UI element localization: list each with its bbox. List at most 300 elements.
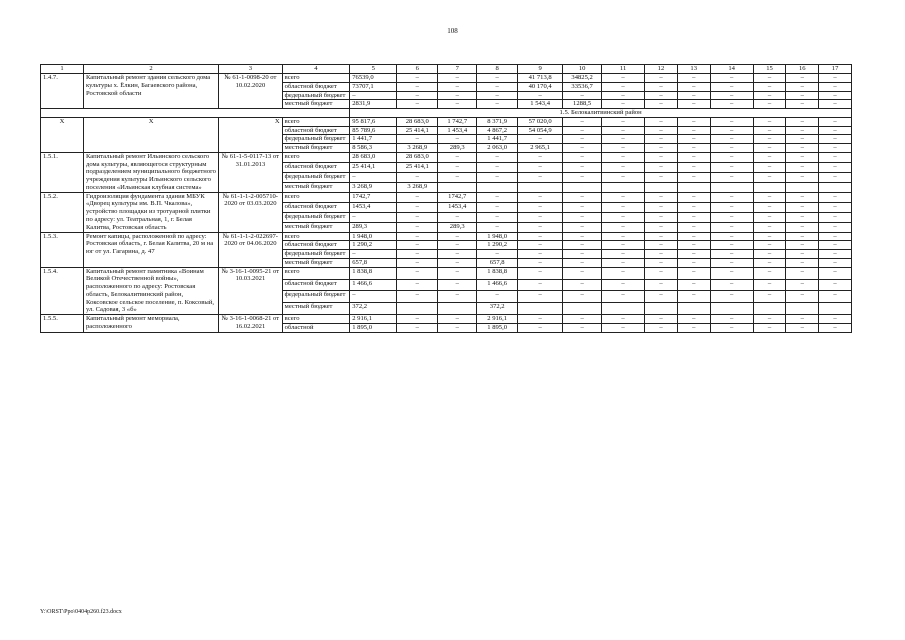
- value-cell: 54 054,9: [518, 126, 563, 135]
- value-cell: –: [602, 250, 645, 259]
- value-cell: –: [753, 258, 786, 267]
- value-cell: –: [438, 315, 477, 324]
- value-cell: –: [677, 212, 710, 222]
- value-cell: –: [753, 241, 786, 250]
- value-cell: –: [563, 267, 602, 279]
- value-cell: –: [397, 202, 438, 212]
- column-number-cell: 8: [477, 65, 518, 74]
- funding-source: местный бюджет: [282, 100, 350, 109]
- value-cell: –: [677, 192, 710, 202]
- value-cell: –: [819, 135, 852, 144]
- value-cell: –: [753, 135, 786, 144]
- value-cell: –: [753, 100, 786, 109]
- column-number-cell: 1: [41, 65, 84, 74]
- value-cell: –: [645, 192, 678, 202]
- value-cell: 85 789,6: [350, 126, 397, 135]
- item-name: Капитальный ремонт Ильинского сельского дома культуры, являющегося структурным подразделением муниципального бюджетного учреждения культуры Ильинского сельского поселения «Ильинская клубная система»: [84, 152, 219, 192]
- value-cell: –: [477, 192, 518, 202]
- value-cell: 33536,7: [563, 82, 602, 91]
- value-cell: –: [710, 258, 753, 267]
- value-cell: 1453,4: [350, 202, 397, 212]
- value-cell: –: [677, 232, 710, 241]
- value-cell: –: [677, 162, 710, 172]
- value-cell: –: [397, 315, 438, 324]
- value-cell: –: [602, 192, 645, 202]
- value-cell: –: [438, 82, 477, 91]
- value-cell: –: [438, 279, 477, 291]
- value-cell: 76539,0: [350, 74, 397, 83]
- value-cell: 1 895,0: [477, 323, 518, 332]
- value-cell: 1 948,0: [477, 232, 518, 241]
- value-cell: 25 414,1: [397, 126, 438, 135]
- value-cell: –: [786, 172, 819, 182]
- value-cell: –: [677, 315, 710, 324]
- value-cell: –: [438, 212, 477, 222]
- value-cell: –: [438, 152, 477, 162]
- value-cell: –: [786, 117, 819, 126]
- column-number-cell: 16: [786, 65, 819, 74]
- value-cell: –: [677, 117, 710, 126]
- funding-source: всего: [282, 315, 350, 324]
- value-cell: –: [819, 222, 852, 232]
- value-cell: –: [518, 222, 563, 232]
- value-cell: –: [477, 74, 518, 83]
- value-cell: –: [786, 323, 819, 332]
- value-cell: –: [753, 74, 786, 83]
- value-cell: –: [602, 232, 645, 241]
- value-cell: [477, 182, 518, 192]
- value-cell: –: [786, 192, 819, 202]
- value-cell: –: [563, 172, 602, 182]
- value-cell: [438, 182, 477, 192]
- value-cell: [397, 303, 438, 315]
- value-cell: –: [753, 82, 786, 91]
- value-cell: –: [819, 267, 852, 279]
- funding-source: федеральный бюджет: [282, 135, 350, 144]
- value-cell: –: [819, 212, 852, 222]
- funding-source: местный бюджет: [282, 222, 350, 232]
- table-row: [41, 192, 852, 202]
- value-cell: 28 683,0: [397, 152, 438, 162]
- column-number-cell: 9: [518, 65, 563, 74]
- value-cell: –: [753, 192, 786, 202]
- value-cell: –: [645, 135, 678, 144]
- value-cell: –: [518, 258, 563, 267]
- value-cell: –: [786, 222, 819, 232]
- value-cell: 95 817,6: [350, 117, 397, 126]
- value-cell: –: [438, 135, 477, 144]
- value-cell: 2 916,1: [477, 315, 518, 324]
- value-cell: [518, 182, 563, 192]
- value-cell: –: [819, 74, 852, 83]
- value-cell: –: [819, 82, 852, 91]
- value-cell: [645, 303, 678, 315]
- value-cell: –: [753, 315, 786, 324]
- column-number-cell: 3: [219, 65, 282, 74]
- value-cell: 1 466,6: [350, 279, 397, 291]
- value-cell: 1 441,7: [477, 135, 518, 144]
- value-cell: –: [438, 74, 477, 83]
- value-cell: –: [563, 126, 602, 135]
- value-cell: –: [786, 267, 819, 279]
- value-cell: –: [518, 323, 563, 332]
- value-cell: –: [677, 202, 710, 212]
- value-cell: 2831,9: [350, 100, 397, 109]
- value-cell: –: [753, 152, 786, 162]
- table-row: [41, 152, 852, 162]
- item-name: Капитальный ремонт здания сельского дома культуры х. Ёлкин, Багаевского района, Ростовской области: [84, 74, 219, 109]
- value-cell: –: [819, 100, 852, 109]
- value-cell: 1 895,0: [350, 323, 397, 332]
- value-cell: –: [602, 100, 645, 109]
- value-cell: [819, 182, 852, 192]
- value-cell: –: [786, 291, 819, 303]
- value-cell: –: [753, 202, 786, 212]
- funding-source: областной бюджет: [282, 202, 350, 212]
- value-cell: –: [753, 144, 786, 153]
- value-cell: –: [645, 291, 678, 303]
- value-cell: 34825,2: [563, 74, 602, 83]
- value-cell: –: [819, 202, 852, 212]
- value-cell: –: [645, 91, 678, 100]
- value-cell: –: [397, 232, 438, 241]
- value-cell: –: [677, 82, 710, 91]
- item-name: Капитальный ремонт памятника «Воинам Великой Отечественной войны», расположенного по адресу: Ростовская область, Белокалитвинский район, Коксовское сельское поселение, п. Коксовый, ул. Садовая, 3 «б»: [84, 267, 219, 315]
- value-cell: –: [397, 74, 438, 83]
- value-cell: –: [645, 222, 678, 232]
- value-cell: –: [563, 222, 602, 232]
- value-cell: [563, 182, 602, 192]
- column-number-row: [41, 65, 852, 74]
- value-cell: –: [753, 323, 786, 332]
- value-cell: –: [477, 291, 518, 303]
- page-number: 108: [447, 27, 458, 35]
- value-cell: –: [563, 315, 602, 324]
- value-cell: –: [563, 117, 602, 126]
- value-cell: –: [602, 315, 645, 324]
- value-cell: –: [602, 74, 645, 83]
- value-cell: –: [563, 212, 602, 222]
- value-cell: –: [819, 126, 852, 135]
- value-cell: –: [819, 172, 852, 182]
- value-cell: –: [786, 144, 819, 153]
- section-spacer: [41, 109, 350, 118]
- value-cell: –: [819, 291, 852, 303]
- value-cell: –: [677, 291, 710, 303]
- value-cell: –: [518, 250, 563, 259]
- value-cell: 289,3: [350, 222, 397, 232]
- value-cell: –: [786, 126, 819, 135]
- value-cell: [710, 303, 753, 315]
- value-cell: 657,8: [477, 258, 518, 267]
- item-number: 1.5.1.: [41, 152, 84, 192]
- value-cell: –: [397, 267, 438, 279]
- value-cell: –: [477, 162, 518, 172]
- value-cell: –: [438, 91, 477, 100]
- value-cell: –: [819, 91, 852, 100]
- value-cell: –: [438, 232, 477, 241]
- value-cell: 1453,4: [438, 202, 477, 212]
- table-row: [41, 267, 852, 279]
- value-cell: –: [710, 241, 753, 250]
- value-cell: –: [786, 135, 819, 144]
- value-cell: –: [518, 91, 563, 100]
- value-cell: –: [477, 172, 518, 182]
- value-cell: 1 948,0: [350, 232, 397, 241]
- column-number-cell: 10: [563, 65, 602, 74]
- value-cell: –: [753, 291, 786, 303]
- value-cell: –: [819, 323, 852, 332]
- value-cell: –: [518, 202, 563, 212]
- value-cell: –: [786, 250, 819, 259]
- value-cell: –: [710, 315, 753, 324]
- value-cell: 1 466,6: [477, 279, 518, 291]
- value-cell: 372,2: [350, 303, 397, 315]
- value-cell: –: [602, 258, 645, 267]
- section-row: [41, 109, 852, 118]
- value-cell: –: [518, 135, 563, 144]
- value-cell: –: [397, 172, 438, 182]
- value-cell: 28 683,0: [350, 152, 397, 162]
- funding-source: областной бюджет: [282, 82, 350, 91]
- funding-source: федеральный бюджет: [282, 172, 350, 182]
- funding-source: федеральный бюджет: [282, 91, 350, 100]
- value-cell: –: [710, 212, 753, 222]
- table-row: [41, 117, 852, 126]
- value-cell: –: [710, 82, 753, 91]
- value-cell: –: [518, 192, 563, 202]
- value-cell: –: [602, 82, 645, 91]
- item-name: Ремонт капицы, расположенной по адресу: Ростовская область, г. Белая Калитва, 20 м на юг от ул. Гагарина, д. 47: [84, 232, 219, 267]
- value-cell: –: [563, 192, 602, 202]
- value-cell: –: [477, 82, 518, 91]
- value-cell: –: [677, 152, 710, 162]
- value-cell: [677, 182, 710, 192]
- value-cell: –: [786, 162, 819, 172]
- value-cell: –: [563, 291, 602, 303]
- value-cell: –: [602, 91, 645, 100]
- table-body: [41, 65, 852, 333]
- value-cell: 57 020,0: [518, 117, 563, 126]
- value-cell: –: [350, 91, 397, 100]
- value-cell: –: [438, 162, 477, 172]
- value-cell: 3 268,9: [350, 182, 397, 192]
- value-cell: 4 867,2: [477, 126, 518, 135]
- value-cell: –: [602, 135, 645, 144]
- value-cell: –: [645, 250, 678, 259]
- value-cell: 1742,7: [438, 192, 477, 202]
- value-cell: –: [602, 291, 645, 303]
- funding-source: всего: [282, 232, 350, 241]
- value-cell: –: [518, 152, 563, 162]
- value-cell: –: [563, 250, 602, 259]
- value-cell: –: [710, 117, 753, 126]
- value-cell: –: [645, 258, 678, 267]
- value-cell: –: [710, 279, 753, 291]
- funding-source: всего: [282, 74, 350, 83]
- value-cell: 1 838,8: [350, 267, 397, 279]
- item-number: 1.5.2.: [41, 192, 84, 232]
- value-cell: –: [753, 172, 786, 182]
- value-cell: –: [710, 323, 753, 332]
- value-cell: –: [602, 126, 645, 135]
- value-cell: –: [677, 267, 710, 279]
- value-cell: [786, 182, 819, 192]
- value-cell: –: [753, 250, 786, 259]
- value-cell: –: [477, 100, 518, 109]
- value-cell: –: [786, 241, 819, 250]
- value-cell: –: [602, 144, 645, 153]
- funding-source: местный бюджет: [282, 303, 350, 315]
- value-cell: [645, 182, 678, 192]
- funding-source: всего: [282, 192, 350, 202]
- funding-source: всего: [282, 152, 350, 162]
- value-cell: 289,3: [438, 144, 477, 153]
- value-cell: –: [477, 212, 518, 222]
- value-cell: –: [645, 144, 678, 153]
- value-cell: –: [645, 100, 678, 109]
- funding-source: всего: [282, 267, 350, 279]
- funding-source: федеральный бюджет: [282, 212, 350, 222]
- column-number-cell: 11: [602, 65, 645, 74]
- budget-table: [40, 64, 852, 333]
- value-cell: –: [786, 74, 819, 83]
- value-cell: –: [819, 162, 852, 172]
- value-cell: 41 713,8: [518, 74, 563, 83]
- value-cell: –: [710, 291, 753, 303]
- value-cell: –: [477, 91, 518, 100]
- value-cell: –: [786, 232, 819, 241]
- item-number: 1.5.5.: [41, 315, 84, 333]
- value-cell: –: [397, 241, 438, 250]
- funding-source: областной бюджет: [282, 241, 350, 250]
- value-cell: –: [786, 258, 819, 267]
- value-cell: –: [563, 279, 602, 291]
- value-cell: –: [518, 212, 563, 222]
- value-cell: 1 838,8: [477, 267, 518, 279]
- value-cell: 1 453,4: [438, 126, 477, 135]
- value-cell: 1 742,7: [438, 117, 477, 126]
- value-cell: –: [602, 117, 645, 126]
- value-cell: [753, 182, 786, 192]
- item-name: Капитальный ремонт мемориала, расположенного: [84, 315, 219, 333]
- funding-source: всего: [282, 117, 350, 126]
- value-cell: –: [397, 291, 438, 303]
- value-cell: [753, 303, 786, 315]
- column-number-cell: 14: [710, 65, 753, 74]
- value-cell: [602, 182, 645, 192]
- value-cell: –: [397, 250, 438, 259]
- value-cell: 372,2: [477, 303, 518, 315]
- value-cell: 1 543,4: [518, 100, 563, 109]
- value-cell: –: [786, 82, 819, 91]
- value-cell: –: [677, 172, 710, 182]
- value-cell: –: [710, 126, 753, 135]
- value-cell: –: [677, 126, 710, 135]
- value-cell: –: [477, 250, 518, 259]
- value-cell: –: [710, 267, 753, 279]
- value-cell: –: [753, 232, 786, 241]
- value-cell: 3 268,9: [397, 144, 438, 153]
- column-number-cell: 6: [397, 65, 438, 74]
- document-number: X: [219, 117, 282, 152]
- value-cell: –: [602, 241, 645, 250]
- value-cell: –: [645, 82, 678, 91]
- value-cell: 28 683,0: [397, 117, 438, 126]
- value-cell: –: [438, 258, 477, 267]
- value-cell: –: [819, 241, 852, 250]
- value-cell: –: [602, 279, 645, 291]
- value-cell: –: [602, 152, 645, 162]
- value-cell: –: [438, 323, 477, 332]
- value-cell: –: [438, 291, 477, 303]
- value-cell: –: [397, 212, 438, 222]
- document-number: № 61-1-1-2-022697-2020 от 04.06.2020: [219, 232, 282, 267]
- item-name: X: [84, 117, 219, 152]
- value-cell: –: [477, 202, 518, 212]
- value-cell: 8 371,9: [477, 117, 518, 126]
- value-cell: –: [397, 222, 438, 232]
- value-cell: –: [819, 117, 852, 126]
- value-cell: [602, 303, 645, 315]
- value-cell: –: [645, 117, 678, 126]
- value-cell: –: [819, 258, 852, 267]
- value-cell: –: [563, 323, 602, 332]
- value-cell: –: [518, 241, 563, 250]
- funding-source: федеральный бюджет: [282, 291, 350, 303]
- value-cell: –: [602, 162, 645, 172]
- value-cell: –: [819, 192, 852, 202]
- value-cell: –: [677, 144, 710, 153]
- column-number-cell: 13: [677, 65, 710, 74]
- value-cell: –: [753, 222, 786, 232]
- item-number: 1.5.3.: [41, 232, 84, 267]
- value-cell: –: [602, 202, 645, 212]
- value-cell: –: [819, 315, 852, 324]
- value-cell: 1 290,2: [350, 241, 397, 250]
- value-cell: –: [645, 232, 678, 241]
- column-number-cell: 5: [350, 65, 397, 74]
- item-name: Гидроизоляция фундамента здания МБУК «Дворец культуры им. В.П. Чкалова», устройство площадки из тротуарной плитки по адресу: ул. Театральная, 1, г. Белая Калитва, Ростовская область: [84, 192, 219, 232]
- value-cell: –: [710, 172, 753, 182]
- value-cell: 1 441,7: [350, 135, 397, 144]
- value-cell: –: [710, 232, 753, 241]
- value-cell: –: [563, 202, 602, 212]
- document-number: № 61-1-5-0117-13 от 31.01.2013: [219, 152, 282, 192]
- value-cell: –: [753, 91, 786, 100]
- funding-source: областной бюджет: [282, 126, 350, 135]
- value-cell: [710, 182, 753, 192]
- value-cell: –: [602, 212, 645, 222]
- file-path-footer: Y:\ORST\Ppo\0404p260.f23.docx: [40, 609, 122, 615]
- value-cell: –: [645, 126, 678, 135]
- value-cell: –: [518, 232, 563, 241]
- value-cell: –: [819, 232, 852, 241]
- value-cell: –: [819, 152, 852, 162]
- value-cell: –: [645, 74, 678, 83]
- value-cell: [438, 303, 477, 315]
- value-cell: –: [710, 74, 753, 83]
- value-cell: –: [710, 222, 753, 232]
- column-number-cell: 7: [438, 65, 477, 74]
- value-cell: –: [786, 212, 819, 222]
- value-cell: –: [477, 152, 518, 162]
- value-cell: –: [645, 267, 678, 279]
- value-cell: –: [518, 162, 563, 172]
- value-cell: –: [786, 91, 819, 100]
- section-title: 1.5. Белокалитвинский район: [350, 109, 852, 118]
- value-cell: –: [677, 241, 710, 250]
